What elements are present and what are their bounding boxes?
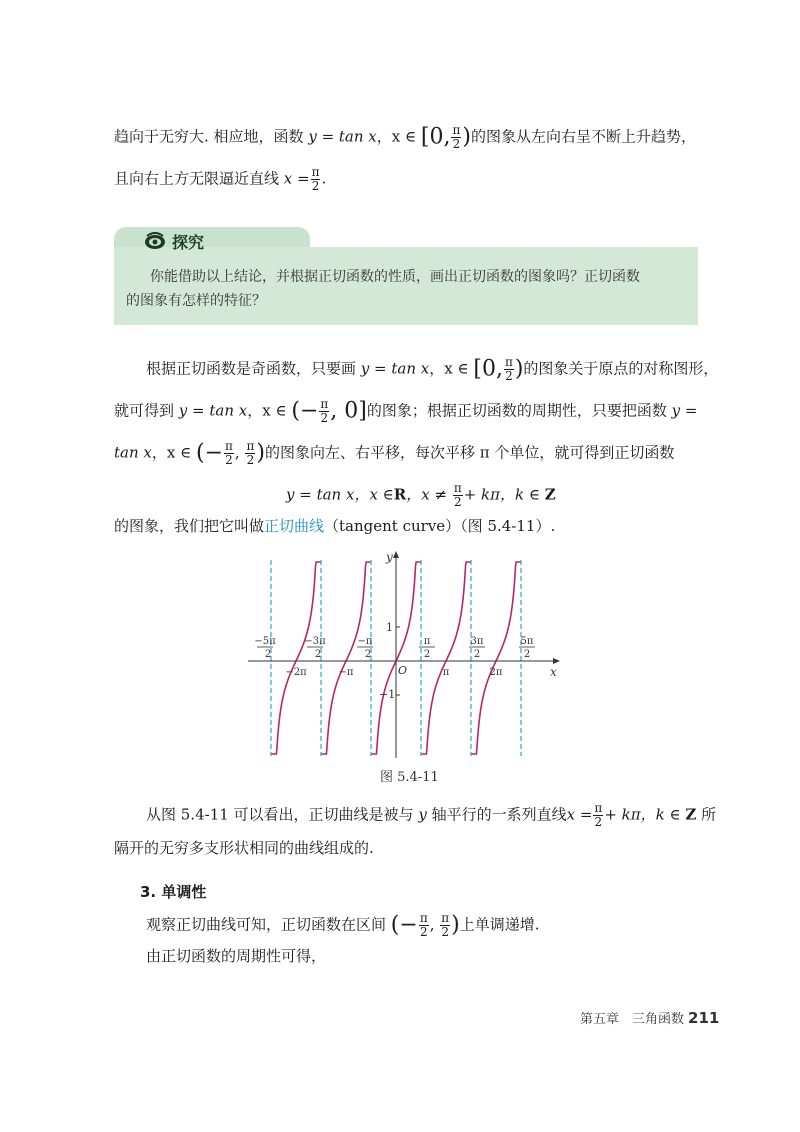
tangent-branch	[272, 562, 321, 754]
asymptote-label-num: −3π	[304, 636, 326, 647]
asymptote-label-group	[254, 636, 535, 660]
math-y: y	[418, 805, 427, 824]
frac-num: π	[225, 439, 233, 453]
zero-label: −2π	[285, 667, 307, 678]
section-title-monotonicity: 3. 单调性	[140, 883, 207, 901]
fraction	[319, 398, 329, 425]
explore-text-line-2: 的图象有怎样的特征？	[126, 293, 266, 309]
fraction	[224, 440, 234, 467]
frac-num: π	[311, 165, 320, 179]
frac-den: 2	[594, 815, 603, 829]
frac-num: π	[453, 481, 462, 495]
text: 根据正切函数是奇函数，只要画	[146, 359, 357, 378]
math-fn: y = tan x	[178, 401, 248, 420]
body-formula	[286, 482, 556, 509]
chapter-label: 第五章 三角函数	[580, 1012, 685, 1027]
frac-den: 2	[246, 453, 255, 467]
set-Z: Z	[544, 485, 556, 504]
explore-eye-icon	[144, 232, 166, 250]
text: ，x ∈	[376, 127, 417, 146]
asymptote-label-num: −π	[357, 636, 373, 647]
frac-den: 2	[505, 369, 513, 383]
after-figure-line-2: 隔开的无穷多支形状相同的曲线组成的.	[114, 839, 374, 857]
text: 的图象关于原点的对称图形，	[523, 359, 719, 378]
math-fn: y = tan x	[360, 359, 430, 378]
frac-num: π	[246, 439, 255, 453]
body-line-4	[114, 514, 555, 538]
figure-caption: 图 5.4-11	[380, 770, 439, 785]
text: 就可得到	[114, 401, 175, 420]
after-figure-line-1	[146, 802, 716, 829]
fraction	[419, 912, 429, 939]
frac-num: π	[441, 911, 450, 925]
text: ，x ∈	[151, 443, 192, 462]
interval-bracket: (−	[291, 398, 319, 424]
asymptote-label-den: 2	[473, 649, 481, 660]
text: （tangent curve）（图 5.4-11）.	[324, 517, 556, 535]
text: 上单调递增.	[459, 915, 540, 934]
asymptote-label-den: 2	[523, 649, 531, 660]
interval-bracket: )	[462, 124, 471, 150]
frac-num: π	[419, 911, 428, 925]
page-number: 211	[688, 1009, 720, 1027]
math-eq: x =	[283, 169, 310, 188]
math-eq: x =	[566, 805, 593, 824]
fraction	[451, 124, 461, 151]
interval-bracket: [0,	[420, 124, 451, 150]
asymptote-label-num: −5π	[254, 636, 276, 647]
frac-den: 2	[452, 137, 461, 151]
body-line-3	[114, 440, 674, 467]
set-Z: Z	[685, 805, 697, 824]
math-fn: y =	[671, 401, 698, 420]
explore-title: 探究	[172, 233, 205, 252]
math-text: + kπ，k ∈	[463, 485, 540, 504]
frac-den: 2	[311, 179, 320, 193]
zero-label: π	[442, 667, 450, 678]
frac-num: π	[504, 355, 513, 369]
intro-line-1	[114, 124, 696, 151]
fraction	[504, 356, 514, 383]
text: 的图象向左、右平移，每次平移 π 个单位，就可得到正切函数	[264, 443, 675, 462]
origin-label: O	[398, 664, 408, 677]
asymptote-label-den: 2	[364, 649, 372, 660]
asymptote-label-num: π	[423, 636, 431, 647]
zero-label-group	[285, 667, 503, 678]
text: 且向右上方无限逼近直线	[114, 169, 280, 188]
zero-label: 2π	[489, 667, 503, 678]
math-text: + kπ，k ∈	[604, 805, 681, 824]
asymptote-label-num: 5π	[520, 636, 534, 647]
math-text: ，x ≠	[406, 485, 448, 504]
explore-box	[114, 227, 698, 325]
text: ，x ∈	[429, 359, 469, 378]
asymptote-label-den: 2	[264, 649, 272, 660]
text: .	[321, 169, 327, 188]
text: 的图象从左向右呈不断上升趋势，	[470, 127, 696, 146]
tick-neg1-label: −1	[379, 688, 396, 701]
x-axis-label: x	[550, 665, 557, 679]
frac-den: 2	[441, 925, 450, 939]
y-axis-arrow	[393, 551, 399, 558]
text: ,	[429, 915, 435, 934]
fraction	[453, 482, 463, 509]
frac-num: π	[452, 123, 461, 137]
interval-bracket: , 0]	[330, 398, 367, 424]
math-fn: y = tan x，x ∈	[286, 485, 394, 504]
tangent-curve-figure	[248, 548, 568, 763]
text: 的图象；根据正切函数的周期性，只要把函数	[366, 401, 667, 420]
fraction	[440, 912, 450, 939]
text: 的图象，我们把它叫做	[114, 517, 265, 535]
interval-bracket: )	[451, 912, 460, 938]
interval-bracket: [0,	[473, 356, 503, 382]
fraction	[311, 166, 321, 193]
set-R: R	[393, 485, 407, 504]
explore-text-line-1: 你能借助以上结论，并根据正切函数的性质，画出正切函数的图象吗？正切函数	[150, 269, 640, 285]
interval-bracket: (−	[390, 912, 418, 938]
fraction	[245, 440, 255, 467]
fraction	[593, 802, 603, 829]
math-fn: tan x	[114, 443, 152, 462]
frac-den: 2	[320, 411, 329, 425]
frac-num: π	[594, 801, 603, 815]
text: 趋向于无穷大. 相应地，函数	[114, 127, 304, 146]
section3-line-1	[146, 912, 540, 939]
text: 轴平行的一系列直线	[431, 805, 567, 824]
page-footer	[580, 1008, 719, 1027]
frac-den: 2	[419, 925, 428, 939]
text: ，x ∈	[247, 401, 287, 420]
text: 观察正切曲线可知，正切函数在区间	[146, 915, 387, 934]
frac-den: 2	[225, 453, 233, 467]
body-line-1	[146, 356, 718, 383]
term-tangent-curve: 正切曲线	[264, 517, 325, 535]
x-axis-arrow	[553, 658, 560, 664]
tangent-branch	[322, 562, 371, 754]
interval-bracket: )	[256, 440, 265, 466]
interval-bracket: )	[514, 356, 524, 382]
asymptote-label-den: 2	[314, 649, 322, 660]
asymptote-label-num: 3π	[470, 636, 484, 647]
zero-label: −π	[338, 667, 354, 678]
body-line-2	[114, 398, 697, 425]
text: 从图 5.4-11 可以看出，正切曲线是被与	[146, 805, 414, 824]
frac-num: π	[320, 397, 329, 411]
tick-1-label: 1	[386, 621, 393, 634]
intro-line-2	[114, 166, 326, 193]
section3-line-2: 由正切函数的周期性可得，	[146, 947, 327, 965]
y-axis-label: y	[386, 550, 393, 564]
text: 所	[701, 805, 717, 824]
asymptote-label-den: 2	[423, 649, 431, 660]
frac-den: 2	[453, 495, 462, 509]
math-fn: y = tan x	[308, 127, 377, 146]
interval-bracket: (−	[195, 440, 224, 466]
text: ,	[234, 443, 240, 462]
